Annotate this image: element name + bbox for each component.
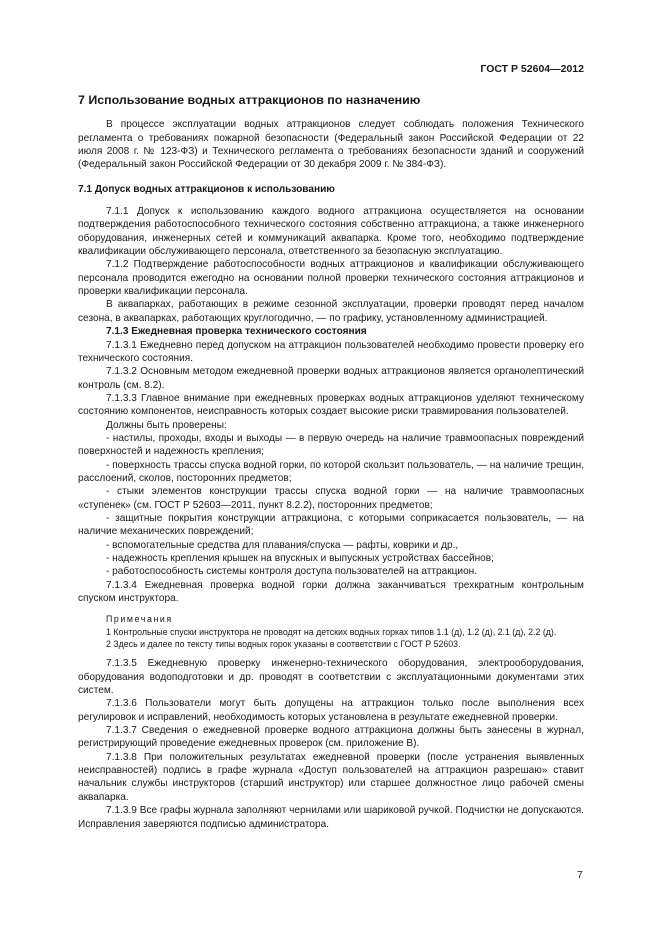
paragraph-7-1-3-9: 7.1.3.9 Все графы журнала заполняют чернилами или шариковой ручкой. Подчистки не допускаются. Исправления заверяются подписью администратора. [78, 805, 584, 830]
list-item: - вспомогательные средства для плавания/спуска — рафты, коврики и др., [106, 539, 459, 551]
page-content [78, 94, 584, 831]
paragraph-7-1-2-seasonal: В аквапарках, работающих в режиме сезонной эксплуатации, проверки проводят перед началом сезона, в аквапарках, работающих круглогодично, — по графику, установленному администрацией. [78, 299, 584, 324]
paragraph-7-1-1: 7.1.1 Допуск к использованию каждого водного аттракциона осуществляется на основании подтверждения работоспособного технического состояния собственно аттракциона, а также инженерного оборудования, инженерных сетей и коммуникаций аквапарка. Кроме того, необходимо подтверждение квалификации обслуживающего персонала, ответственного за безопасную эксплуатацию. [78, 206, 584, 258]
paragraph-7-1-3-3: 7.1.3.3 Главное внимание при ежедневных проверках водных аттракционов уделяют техническому состоянию компонентов, неисправность которых создает высокие риски травмирования пользователей. [78, 392, 584, 418]
paragraph-7-1-3-8: 7.1.3.8 При положительных результатах ежедневной проверки (после устранения выявленных неисправностей) подпись в графе журнала «Доступ пользователей на аттракцион разрешаю» ставит начальник службы инструкторов (старший инструктор) или старшее должностное лицо рабочей смены аквапарка. [78, 751, 584, 803]
paragraph-7-1-3-6: 7.1.3.6 Пользователи могут быть допущены на аттракцион только после выполнения всех регулировок и исправлений, необходимость которых установлена в результате ежедневной проверки. [78, 698, 584, 723]
list-item: - поверхность трассы спуска водной горки, по которой скользит пользователь, — на наличие трещин, расслоений, сколов, посторонних предметов; [78, 459, 584, 484]
note-2: 2 Здесь и далее по тексту типы водных горок указаны в соответствии с ГОСТ Р 52603. [106, 639, 461, 650]
subsection-7-1-title: 7.1 Допуск водных аттракционов к использованию [78, 183, 335, 195]
list-item: - стыки элементов конструкции трассы спуска водной горки — на наличие травмоопасных «ступенек» (см. ГОСТ Р 52603—2011, пункт 8.2.2), посторонних предметов; [78, 486, 584, 511]
paragraph-7-1-3-7: 7.1.3.7 Сведения о ежедневной проверке водного аттракциона должны быть занесены в журнал, регистрирующий проведение ежедневных проверок (см. приложение В). [78, 725, 584, 750]
page-number: 7 [577, 869, 583, 881]
list-item: - работоспособность системы контроля доступа пользователей на аттракцион. [106, 566, 478, 578]
paragraph-7-1-3-2: 7.1.3.2 Основным методом ежедневной проверки водных аттракционов является органолептический контроль (см. 8.2). [78, 366, 584, 391]
note-1: 1 Контрольные спуски инструктора не проводят на детских водных горках типов 1.1 (д), 1.2 (д), 2.1 (д), 2.2 (д). [106, 627, 557, 638]
paragraph-7-1-3-5: 7.1.3.5 Ежедневную проверку инженерно-технического оборудования, электрооборудования, оборудования водоподготовки и др. проводят в соответствии с эксплуатационными документами этих систем. [78, 658, 584, 697]
subsection-7-1-3-title: 7.1.3 Ежедневная проверка технического состояния [106, 326, 367, 338]
list-item: - надежность крепления крышек на впускных и выпускных устройствах бассейнов; [106, 553, 494, 564]
list-item: - настилы, проходы, входы и выходы — в первую очередь на наличие травмоопасных повреждений поверхностей и надежность крепления; [78, 432, 584, 458]
section-title: 7 Использование водных аттракционов по назначению [78, 93, 421, 107]
document-code: ГОСТ Р 52604—2012 [480, 63, 584, 75]
paragraph-7-1-3-1: 7.1.3.1 Ежедневно перед допуском на аттракцион пользователей необходимо провести проверку его технического состояния. [78, 339, 584, 364]
paragraph-7-1-3-4: 7.1.3.4 Ежедневная проверка водной горки должна заканчиваться трехкратным контрольным спуском инструктора. [78, 579, 584, 605]
section-intro: В процессе эксплуатации водных аттракционов следует соблюдать положения Технического регламента о требованиях пожарной безопасности (Федеральный закон Российской Федерации от 22 июля 2008 г. № 123-ФЗ) и Технического регламента о требованиях безопасности зданий и сооружений (Федеральный закон Российской Федерации от 30 декабря 2009 г. № 384-ФЗ). [78, 119, 584, 171]
checklist [78, 432, 584, 579]
notes-block [78, 613, 584, 650]
list-item: - защитные покрытия конструкции аттракциона, с которыми соприкасается пользователь, — на наличие механических повреждений; [78, 512, 584, 538]
notes-title: Примечания [106, 614, 173, 625]
paragraph-7-1-2: 7.1.2 Подтверждение работоспособности водных аттракционов и квалификации обслуживающего персонала проводится ежегодно на основании полной проверки технического состояния аттракционов и проверки квалификации персонала. [78, 259, 584, 298]
checklist-intro: Должны быть проверены: [106, 419, 227, 431]
